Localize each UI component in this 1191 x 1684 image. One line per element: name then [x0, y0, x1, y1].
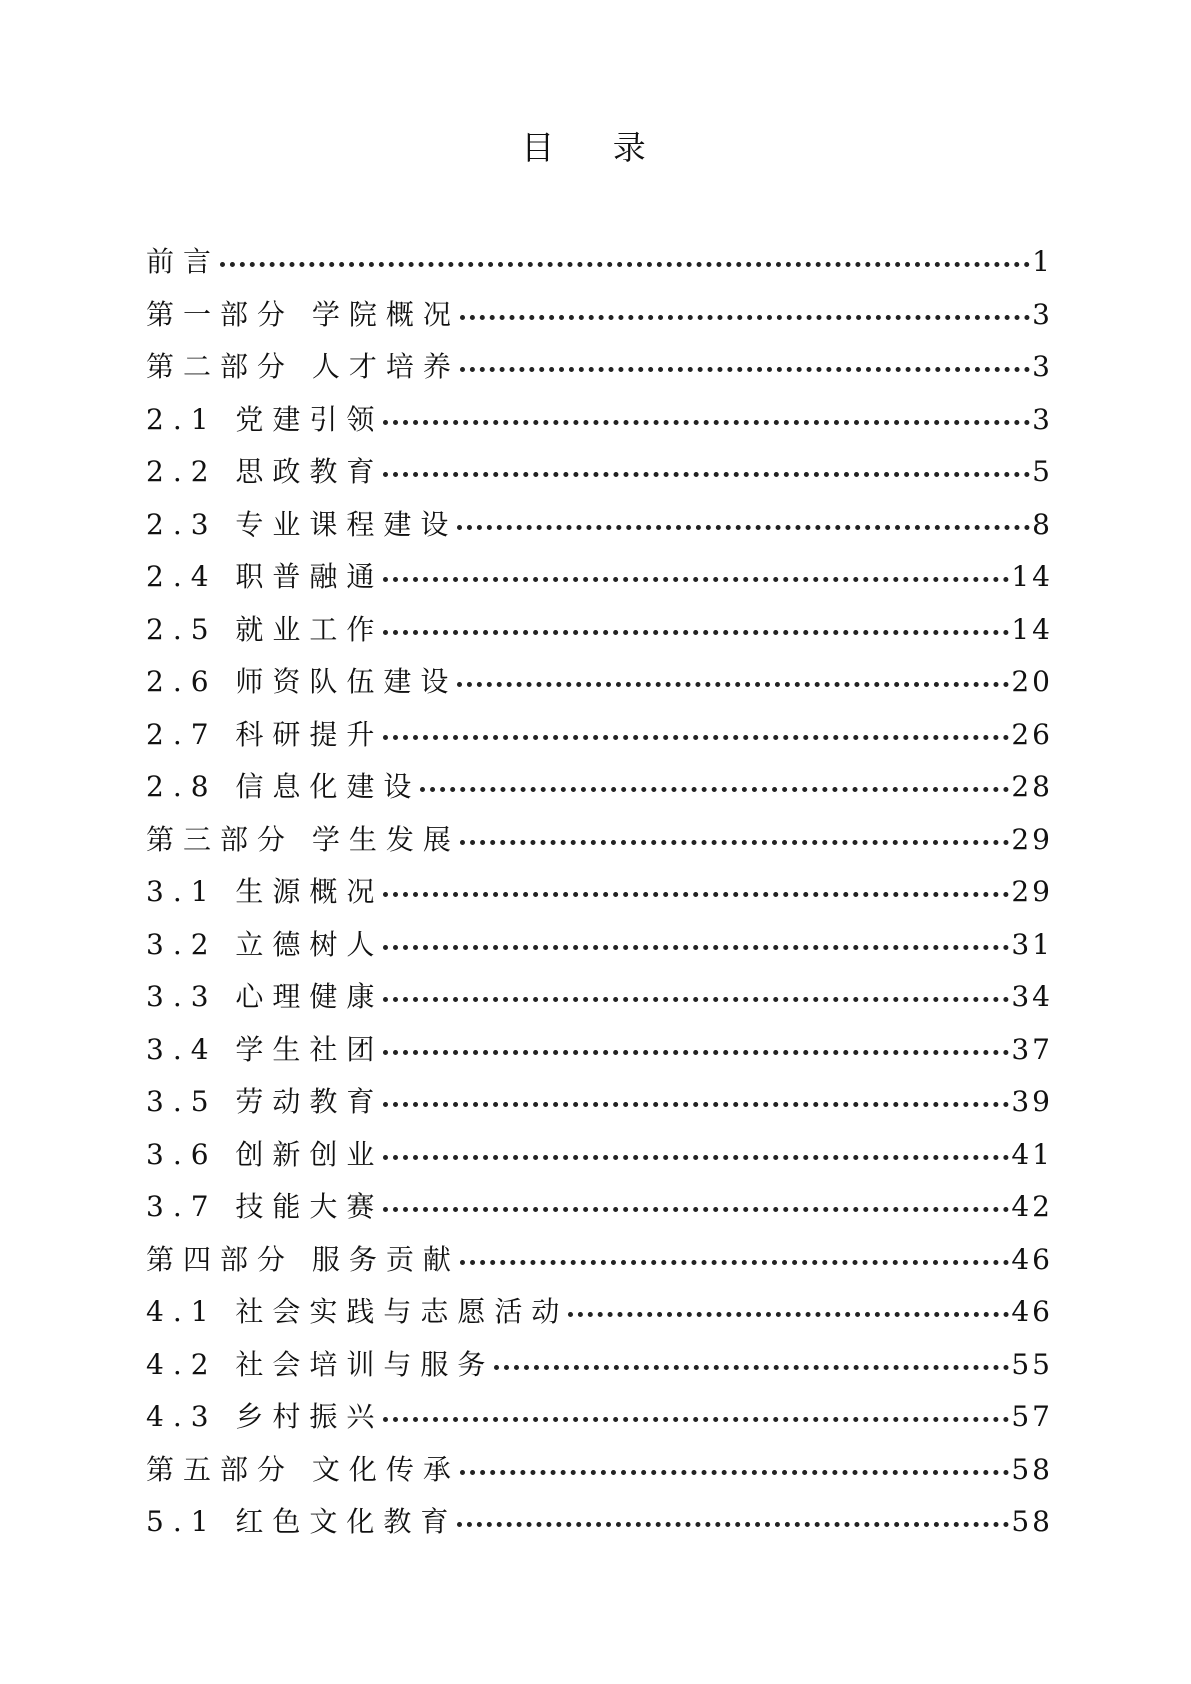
toc-dot-leader — [457, 652, 1009, 687]
toc-dot-leader — [460, 1440, 1009, 1475]
toc-entry-page-number: 29 — [1011, 875, 1053, 908]
toc-dot-leader — [383, 1177, 1009, 1212]
toc-entry[interactable] — [146, 1181, 1053, 1234]
toc-entry[interactable] — [146, 1496, 1053, 1549]
toc-entry-page-number: 3 — [1032, 402, 1053, 436]
toc-entry-label: 3.6 创新创业 — [146, 1137, 384, 1171]
toc-entry[interactable] — [146, 1286, 1053, 1339]
toc-entry[interactable] — [146, 394, 1053, 447]
toc-entry-label: 第四部分 服务贡献 — [146, 1242, 460, 1276]
toc-entry-page-number: 37 — [1011, 1032, 1053, 1066]
toc-dot-leader — [457, 495, 1030, 530]
toc-entry-page-number: 8 — [1032, 507, 1053, 541]
toc-entry-page-number: 57 — [1011, 1400, 1053, 1433]
toc-dot-leader — [383, 705, 1009, 740]
toc-dot-leader — [383, 915, 1009, 950]
toc-dot-leader — [457, 1492, 1009, 1527]
toc-entry[interactable] — [146, 1234, 1053, 1287]
toc-entry-label: 第一部分 学院概况 — [146, 297, 460, 331]
toc-entry-page-number: 3 — [1032, 297, 1053, 331]
toc-dot-leader — [383, 600, 1009, 635]
toc-dot-leader — [383, 390, 1030, 425]
toc-dot-leader — [383, 1387, 1009, 1422]
toc-dot-leader — [383, 1020, 1009, 1055]
toc-entry-label: 4.2 社会培训与服务 — [146, 1347, 495, 1381]
toc-entry-label: 第二部分 人才培养 — [146, 350, 460, 383]
toc-dot-leader — [383, 1125, 1009, 1160]
toc-entry[interactable] — [146, 236, 1053, 289]
toc-dot-leader — [460, 1230, 1009, 1265]
toc-entry-page-number: 46 — [1011, 1242, 1053, 1276]
toc-entry[interactable] — [146, 814, 1053, 867]
toc-entry-page-number: 28 — [1011, 770, 1053, 803]
toc-entry-page-number: 26 — [1011, 717, 1053, 751]
toc-entry-label: 2.7 科研提升 — [146, 717, 384, 751]
toc-dot-leader — [420, 757, 1009, 792]
toc-entry[interactable] — [146, 604, 1053, 657]
toc-entry-label: 第三部分 学生发展 — [146, 822, 460, 856]
toc-entry-page-number: 39 — [1011, 1085, 1053, 1118]
toc-entry[interactable] — [146, 866, 1053, 919]
toc-entry-label: 3.1 生源概况 — [146, 875, 384, 908]
toc-entry[interactable] — [146, 446, 1053, 499]
toc-entry-page-number: 14 — [1011, 560, 1053, 593]
toc-dot-leader — [383, 1072, 1009, 1107]
toc-entry[interactable] — [146, 1129, 1053, 1182]
toc-title: 目 录 — [521, 128, 670, 167]
toc-entry-page-number: 41 — [1011, 1137, 1053, 1171]
toc-entry-label: 2.6 师资队伍建设 — [146, 665, 458, 698]
toc-entry[interactable] — [146, 1024, 1053, 1077]
toc-entry-label: 3.2 立德树人 — [146, 927, 384, 961]
toc-entry-label: 第五部分 文化传承 — [146, 1452, 460, 1486]
toc-dot-leader — [568, 1282, 1009, 1317]
toc-dot-leader — [220, 232, 1030, 267]
toc-entry-label: 5.1 红色文化教育 — [146, 1505, 458, 1538]
toc-entry-page-number: 20 — [1011, 665, 1053, 698]
toc-dot-leader — [460, 810, 1009, 845]
toc-entry-label: 4.1 社会实践与志愿活动 — [146, 1295, 569, 1328]
toc-entry-label: 2.8 信息化建设 — [146, 770, 421, 803]
toc-entry-label: 3.7 技能大赛 — [146, 1190, 384, 1223]
toc-dot-leader — [383, 862, 1009, 897]
toc-entry-label: 3.5 劳动教育 — [146, 1085, 384, 1118]
toc-entry-label: 3.3 心理健康 — [146, 980, 384, 1013]
toc-entry-label: 2.1 党建引领 — [146, 402, 384, 436]
toc-entry-page-number: 1 — [1032, 245, 1053, 278]
toc-dot-leader — [383, 442, 1030, 477]
toc-entry-page-number: 55 — [1011, 1347, 1053, 1381]
toc-entry-label: 4.3 乡村振兴 — [146, 1400, 384, 1433]
toc-list — [146, 236, 1053, 1549]
toc-entry-page-number: 46 — [1011, 1295, 1053, 1328]
toc-dot-leader — [383, 967, 1009, 1002]
toc-entry-page-number: 34 — [1011, 980, 1053, 1013]
toc-entry-page-number: 29 — [1011, 822, 1053, 856]
toc-entry-label: 2.2 思政教育 — [146, 455, 384, 488]
toc-entry[interactable] — [146, 1339, 1053, 1392]
toc-dot-leader — [383, 547, 1009, 582]
toc-dot-leader — [494, 1335, 1009, 1370]
toc-dot-leader — [460, 285, 1030, 320]
toc-dot-leader — [460, 337, 1030, 372]
toc-entry[interactable] — [146, 761, 1053, 814]
toc-entry-page-number: 31 — [1011, 927, 1053, 961]
toc-entry-label: 2.4 职普融通 — [146, 560, 384, 593]
toc-entry-label: 2.5 就业工作 — [146, 612, 384, 646]
toc-entry[interactable] — [146, 709, 1053, 762]
toc-entry-page-number: 3 — [1032, 350, 1053, 383]
toc-entry[interactable] — [146, 1076, 1053, 1129]
toc-entry-label: 3.4 学生社团 — [146, 1032, 384, 1066]
toc-entry[interactable] — [146, 551, 1053, 604]
toc-entry-page-number: 58 — [1011, 1452, 1053, 1486]
toc-entry[interactable] — [146, 499, 1053, 552]
toc-entry[interactable] — [146, 919, 1053, 972]
toc-entry[interactable] — [146, 656, 1053, 709]
toc-entry[interactable] — [146, 289, 1053, 342]
toc-entry[interactable] — [146, 1391, 1053, 1444]
toc-entry-page-number: 14 — [1011, 612, 1053, 646]
toc-entry[interactable] — [146, 341, 1053, 394]
toc-entry-label: 2.3 专业课程建设 — [146, 507, 458, 541]
toc-entry-page-number: 42 — [1011, 1190, 1053, 1223]
toc-entry-label: 前言 — [146, 245, 221, 278]
toc-entry[interactable] — [146, 1444, 1053, 1497]
toc-entry[interactable] — [146, 971, 1053, 1024]
toc-entry-page-number: 58 — [1011, 1505, 1053, 1538]
toc-entry-page-number: 5 — [1032, 455, 1053, 488]
